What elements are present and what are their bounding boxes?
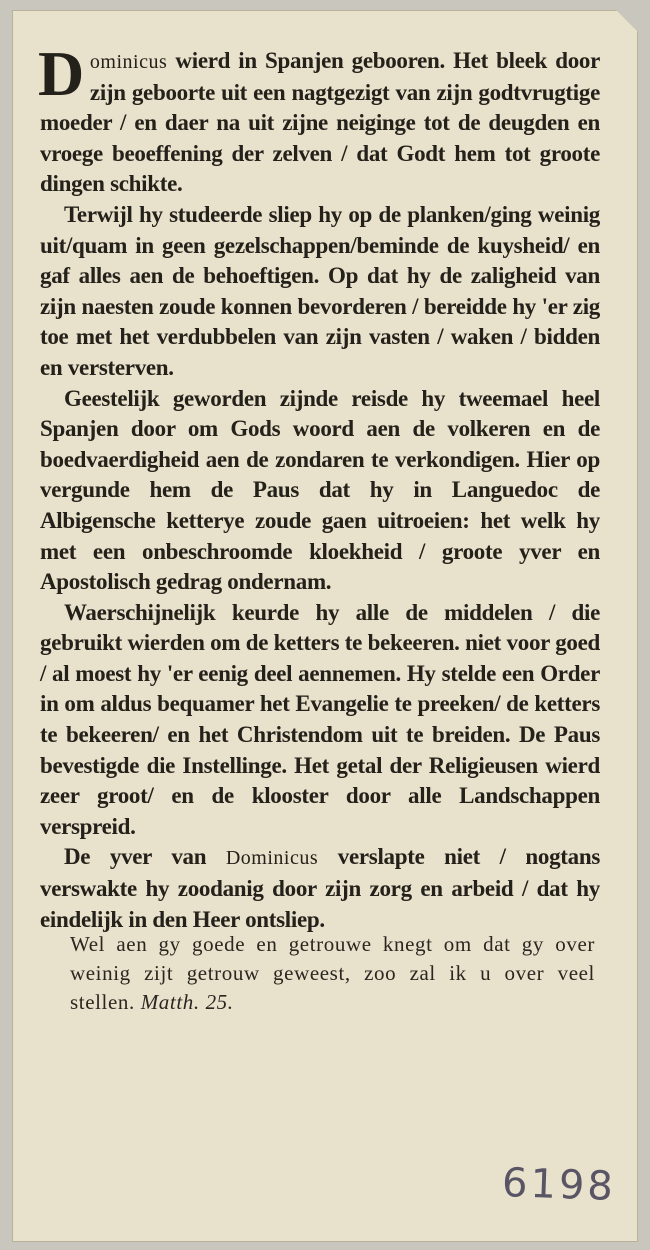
paragraph-5-start: De yver van [64,844,226,870]
main-text [38,38,600,935]
paragraph-5 [40,842,600,935]
paragraph-1 [38,38,600,200]
handwritten-number: 6198 [501,1160,617,1210]
scripture-quote [70,930,595,1017]
first-words: ominicus [89,51,168,73]
paragraph-5-end: verslapte niet / nogtans verswakte hy zoodanig door zijn zorg en arbeid / dat hy eindelijk in den Heer ontsliep. [40,844,600,932]
paper-sheet [12,10,638,1242]
saint-name: Dominicus [225,847,319,870]
quote-text: Wel aen gy goede en getrouwe knegt om dat gy over weinig zijt getrouw geweest, zoo zal ik u over veel stellen. [70,932,595,1014]
paragraph-2: Terwijl hy studeerde sliep hy op de planken/ging weinig uit/quam in geen gezelschappen/beminde de kuysheid/ en gaf alles aen de behoeftigen. Op dat hy de zaligheid van zijn naesten zoude konnen bevorderen / bereidde hy 'er zig toe met het verdubbelen van zijn vasten / waken / bidden en versterven. [40,201,600,380]
paragraph-1-text: wierd in Spanjen gebooren. Het bleek door zijn geboorte uit een nagtgezigt van zijn godtvrugtige moeder / en daer na uit zijne neiginge tot de deugden en vroege beoeffening der zelven / dat Godt hem tot groote dingen schikte. [40,48,600,197]
drop-cap: D [38,38,84,109]
quote-reference: Matth. 25. [140,990,234,1014]
torn-corner [616,10,638,32]
paragraph-3: Geestelijk geworden zijnde reisde hy tweemael heel Spanjen door om Gods woord aen de volkeren en de boedvaerdigheid aen de zondaren te verkondigen. Hier op vergunde hem de Paus dat hy in Languedoc de Albigensche ketterye zoude gaen uitroeien: het welk hy met een onbeschroomde kloekheid / groote yver en Apostolisch gedrag ondernam. [40,385,600,595]
paragraph-4: Waerschijnelijk keurde hy alle de middelen / die gebruikt wierden om de ketters te bekeeren. niet voor goed / al moest hy 'er eenig deel aennemen. Hy stelde een Order in om aldus bequamer het Evangelie te preeken/ de ketters te bekeeren/ en het Christendom uit te breiden. De Paus bevestigde die Instellinge. Het getal der Religieusen wierd zeer groot/ en de klooster door alle Landschappen verspreid. [40,599,600,839]
